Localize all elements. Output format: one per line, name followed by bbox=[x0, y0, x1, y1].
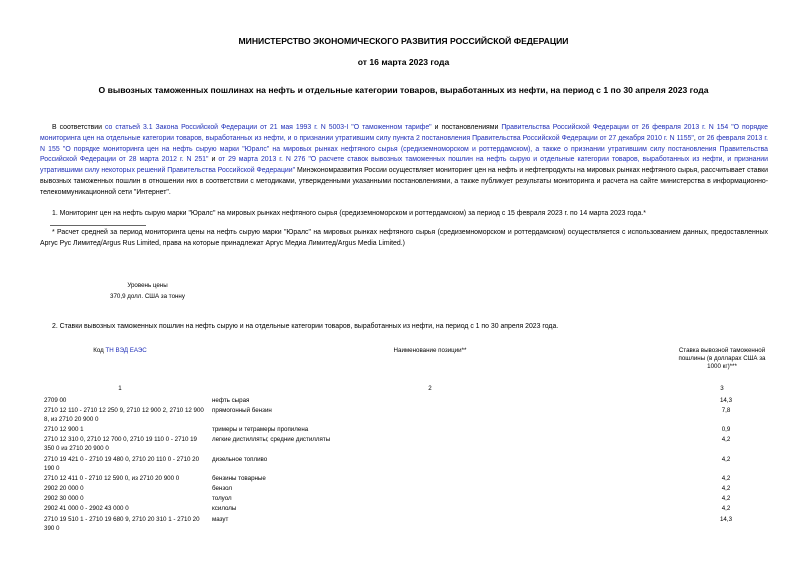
document-title: О вывозных таможенных пошлинах на нефть и отдельные категории товаров, выработанных из нефти, на период с 1 по 30 апреля 2023 года bbox=[98, 85, 709, 95]
row-code: 2710 19 421 0 - 2710 19 480 0, 2710 20 110 0 - 2710 20 190 0 bbox=[44, 456, 200, 472]
resolution-154-link[interactable]: Правительства Российской Федерации от 26 февраля 2013 г. N 154 "О порядке мониторинга цен на отдельные категории товаров, выработанных из нефти, и о признании утратившим силу пункта 2 постановления Правительства Российской Федерации от 27 декабря 2010 г. N 1155" bbox=[40, 124, 768, 142]
row-code: 2710 19 510 1 - 2710 19 680 9, 2710 20 310 1 - 2710 20 390 0 bbox=[44, 516, 200, 532]
row-rate: 4,2 bbox=[721, 485, 731, 492]
row-code: 2902 20 000 0 bbox=[44, 485, 84, 492]
row-rate: 4,2 bbox=[721, 505, 731, 512]
row-code: 2710 12 900 1 bbox=[44, 426, 84, 433]
row-name: нефть сырая bbox=[212, 397, 250, 404]
row-name: дизельное топливо bbox=[212, 456, 268, 463]
row-code: 2710 12 411 0 - 2710 12 590 0, из 2710 20 900 0 bbox=[44, 475, 180, 482]
tnved-link[interactable]: ТН ВЭД ЕАЭС bbox=[105, 347, 147, 354]
resolution-276-link[interactable]: от 29 марта 2013 г. N 276 "О расчете ставок вывозных таможенных пошлин на нефть сырую и отдельные категории товаров, выработанных из нефти, и признании утратившими силу некоторых решений Правительства Российской Федерации" bbox=[40, 156, 768, 175]
row-rate: 14,3 bbox=[719, 516, 733, 523]
row-rate: 14,3 bbox=[719, 397, 733, 404]
resolution-155-link[interactable]: от 26 февраля 2013 г. N 155 "О порядке мониторинга цен на нефть сырую марки "Юралс" на мировых рынках нефтяного сырья (средиземноморском и роттердамском), а также о признании утратившим силу постановления Правительства Российской Федерации от 28 марта 2012 г. N 251" bbox=[40, 134, 768, 164]
price-level-value: 370,9 долл. США за тонну bbox=[110, 293, 185, 300]
row-name: ксилолы bbox=[212, 505, 237, 512]
column-number-2: 2 bbox=[428, 385, 432, 392]
row-code: 2710 12 110 - 2710 12 250 9, 2710 12 900 2, 2710 12 900 8, из 2710 20 900 0 bbox=[44, 407, 204, 423]
row-name: бензол bbox=[212, 485, 233, 492]
row-name: легкие дистилляты; средние дистилляты bbox=[212, 436, 331, 443]
intro-text-3: , bbox=[693, 134, 698, 142]
monitoring-item-1: 1. Мониторинг цен на нефть сырую марки "Юралс" на мировых рынках нефтяного сырья (средиземноморском и роттердамском) за период с 15 февраля 2023 г. по 14 марта 2023 года.* bbox=[52, 210, 646, 217]
price-level-label: Уровень цены bbox=[127, 282, 168, 289]
row-code: 2710 12 310 0, 2710 12 700 0, 2710 19 110 0 - 2710 19 350 0 из 2710 20 900 0 bbox=[44, 436, 197, 452]
row-code: 2902 41 000 0 - 2902 43 000 0 bbox=[44, 505, 129, 512]
row-rate: 4,2 bbox=[721, 475, 731, 482]
row-rate: 7,8 bbox=[721, 407, 731, 414]
row-name: тримеры и тетрамеры пропилена bbox=[212, 426, 309, 433]
row-name: мазут bbox=[212, 516, 229, 523]
intro-text-2: и постановлениями bbox=[431, 124, 502, 131]
law-link[interactable]: со статьей 3.1 Закона Российской Федерации от 21 мая 1993 г. N 5003-I "О таможенном тарифе" bbox=[105, 124, 432, 131]
intro-text-1: В соответствии bbox=[52, 124, 105, 131]
row-rate: 4,2 bbox=[721, 456, 731, 463]
ministry-heading: МИНИСТЕРСТВО ЭКОНОМИЧЕСКОГО РАЗВИТИЯ РОССИЙСКОЙ ФЕДЕРАЦИИ bbox=[238, 36, 569, 46]
column-header-code bbox=[60, 347, 180, 355]
row-rate: 4,2 bbox=[721, 495, 731, 502]
row-name: толуол bbox=[212, 495, 232, 502]
row-name: прямогонный бензин bbox=[212, 407, 272, 414]
column-header-name: Наименование позиции** bbox=[393, 347, 467, 354]
intro-text-5: Минэкономразвития России осуществляет мониторинг цен на нефть и нефтепродукты на мировых рынках нефтяного сырья, рассчитывает ставки вывозных таможенных пошлин в отношении них в соответствии с методиками, утвержденными указанными постановлениями, а также публикует результаты мониторинга и расчета на сайте министерства в информационно-телекоммуникационной сети "Интернет". bbox=[40, 167, 769, 196]
column-number-1: 1 bbox=[118, 385, 122, 392]
intro-text-4: и bbox=[208, 156, 219, 164]
column-number-3: 3 bbox=[720, 385, 724, 392]
footnote-text: * Расчет средней за период мониторинга цены на нефть сырую марки "Юралс" на мировых рынках нефтяного сырья (средиземноморском и роттердамском) осуществляется с использованием данных, предоставленных Аргус Рус Лимитед/Argus Rus Limited, права на которые принадлежат Аргус Медиа Лимитед/Argus Media Limited.) bbox=[40, 229, 768, 247]
rates-item-2: 2. Ставки вывозных таможенных пошлин на нефть сырую и на отдельные категории товаров, выработанных из нефти, на период с 1 по 30 апреля 2023 года. bbox=[52, 323, 559, 330]
footnote-divider bbox=[50, 225, 146, 226]
row-code: 2902 30 000 0 bbox=[44, 495, 84, 502]
document-date: от 16 марта 2023 года bbox=[357, 57, 450, 67]
row-name: бензины товарные bbox=[212, 475, 266, 482]
row-code: 2709 00 bbox=[44, 397, 67, 404]
column-header-rate: Ставка вывозной таможенной пошлины (в долларах США за 1000 кг)*** bbox=[678, 347, 766, 370]
intro-paragraph bbox=[40, 123, 768, 199]
row-rate: 0,9 bbox=[721, 426, 731, 433]
column-header-code-prefix: Код bbox=[93, 347, 106, 354]
row-rate: 4,2 bbox=[721, 436, 731, 443]
